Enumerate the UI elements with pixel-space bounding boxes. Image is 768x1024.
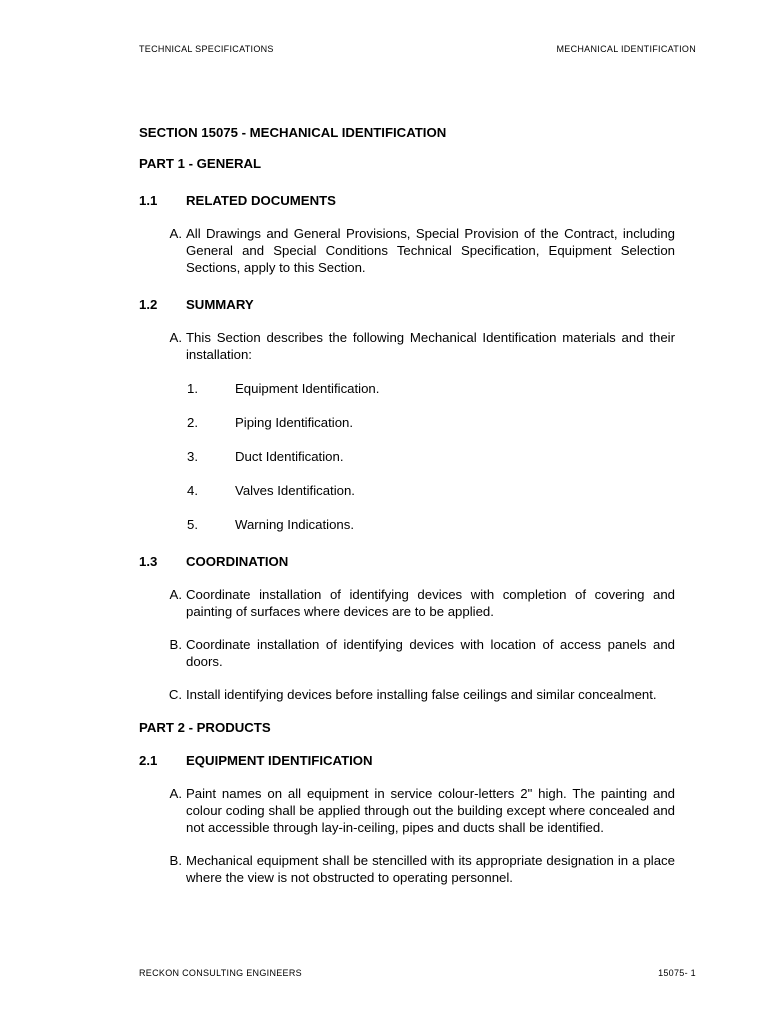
paragraph-text: Install identifying devices before installing false ceilings and similar concealment.	[186, 687, 657, 702]
part-1-heading: PART 1 - GENERAL	[139, 156, 262, 171]
list-item	[139, 380, 675, 397]
paragraph-label: A.	[169, 587, 182, 602]
paragraph-label: B.	[169, 853, 182, 868]
paragraph-label: B.	[169, 637, 182, 652]
paragraph-1-1-a	[139, 225, 675, 276]
header-right-text: MECHANICAL IDENTIFICATION	[556, 44, 696, 54]
paragraph-1-2-a	[139, 329, 675, 363]
paragraph-1-3-c	[139, 686, 675, 703]
list-item	[139, 448, 675, 465]
subsection-1-1-heading	[139, 192, 675, 209]
list-item	[139, 516, 675, 533]
paragraph-text: Coordinate installation of identifying devices with completion of covering and painting of surfaces where devices are to be applied.	[186, 587, 675, 619]
list-item	[139, 414, 675, 431]
paragraph-text: All Drawings and General Provisions, Special Provision of the Contract, including General and Special Conditions Technical Specification, Equipment Selection Sections, apply to this Section.	[186, 226, 675, 275]
footer-page-number: 15075- 1	[658, 968, 696, 978]
paragraph-label: A.	[169, 330, 182, 345]
paragraph-text: Coordinate installation of identifying devices with location of access panels and doors.	[186, 637, 675, 669]
subsection-number: 2.1	[139, 753, 158, 768]
list-item-number: 5.	[187, 517, 198, 532]
list-item-text: Valves Identification.	[235, 483, 355, 498]
list-item	[139, 482, 675, 499]
subsection-1-3-heading	[139, 553, 675, 570]
paragraph-label: A.	[169, 226, 182, 241]
list-item-number: 2.	[187, 415, 198, 430]
list-item-text: Duct Identification.	[235, 449, 344, 464]
paragraph-text: Paint names on all equipment in service colour-letters 2" high. The painting and colour coding shall be applied through out the building except where concealed and not accessible through lay-in-ceiling, pipes and ducts shall be identified.	[186, 786, 675, 835]
document-body	[139, 124, 675, 886]
header-left-text: TECHNICAL SPECIFICATIONS	[139, 44, 274, 54]
paragraph-2-1-a	[139, 785, 675, 836]
subsection-title: SUMMARY	[186, 297, 254, 312]
part-2-heading: PART 2 - PRODUCTS	[139, 720, 271, 735]
paragraph-1-3-a	[139, 586, 675, 620]
list-item-number: 1.	[187, 381, 198, 396]
list-item-text: Equipment Identification.	[235, 381, 380, 396]
list-item-text: Piping Identification.	[235, 415, 354, 430]
list-item-number: 3.	[187, 449, 198, 464]
section-title: SECTION 15075 - MECHANICAL IDENTIFICATION	[139, 125, 447, 140]
list-item-text: Warning Indications.	[235, 517, 354, 532]
paragraph-2-1-b	[139, 852, 675, 886]
subsection-title: RELATED DOCUMENTS	[186, 193, 336, 208]
paragraph-label: A.	[169, 786, 182, 801]
paragraph-1-3-b	[139, 636, 675, 670]
subsection-2-1-heading	[139, 752, 675, 769]
subsection-number: 1.2	[139, 297, 158, 312]
subsection-number: 1.1	[139, 193, 158, 208]
subsection-title: EQUIPMENT IDENTIFICATION	[186, 753, 373, 768]
footer-left-text: RECKON CONSULTING ENGINEERS	[139, 968, 302, 978]
subsection-number: 1.3	[139, 554, 158, 569]
subsection-title: COORDINATION	[186, 554, 289, 569]
list-item-number: 4.	[187, 483, 198, 498]
paragraph-label: C.	[168, 687, 182, 702]
paragraph-text: This Section describes the following Mechanical Identification materials and their installation:	[186, 330, 675, 362]
paragraph-text: Mechanical equipment shall be stencilled with its appropriate designation in a place where the view is not obstructed to operating personnel.	[186, 853, 675, 885]
subsection-1-2-heading	[139, 296, 675, 313]
